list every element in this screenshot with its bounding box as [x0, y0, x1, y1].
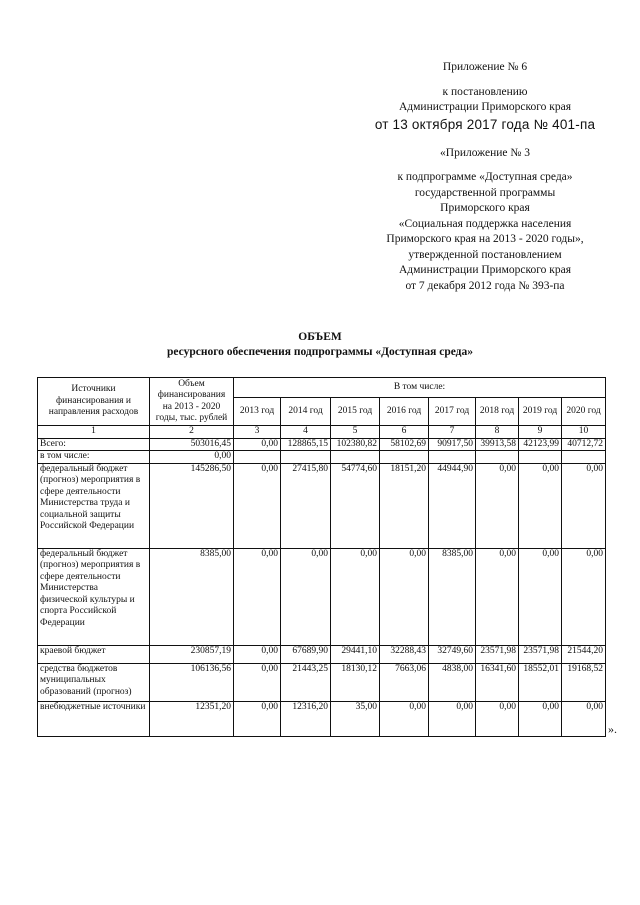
- cell-value: 21443,25: [281, 663, 331, 701]
- cell-value: 128865,15: [281, 438, 331, 451]
- row-label: в том числе:: [38, 451, 150, 464]
- header-line: «Социальная поддержка населения: [398, 217, 572, 230]
- cell-value: 0,00: [234, 663, 281, 701]
- column-number: 6: [380, 426, 429, 439]
- cell-value: 106136,56: [150, 663, 234, 701]
- appendix-header: [360, 60, 610, 294]
- year-header: 2014 год: [281, 398, 331, 426]
- cell-value: 23571,98: [519, 645, 562, 663]
- cell-value: 102380,82: [331, 438, 380, 451]
- cell-value: 503016,45: [150, 438, 234, 451]
- header-line: от 7 декабря 2012 года № 393-па: [405, 279, 565, 292]
- cell-value: [519, 451, 562, 464]
- cell-value: 0,00: [562, 701, 606, 736]
- cell-value: 23571,98: [476, 645, 519, 663]
- title-line-1: ОБЪЕМ: [298, 331, 342, 343]
- header-line: утвержденной постановлением: [408, 248, 562, 261]
- table-row: [38, 701, 606, 736]
- header-line: Приложение № 6: [442, 61, 528, 73]
- cell-value: 0,00: [150, 451, 234, 464]
- table-row: [38, 645, 606, 663]
- header-line: Администрации Приморского края: [399, 264, 571, 276]
- cell-value: 21544,20: [562, 645, 606, 663]
- cell-value: 18130,12: [331, 663, 380, 701]
- year-header: 2019 год: [519, 398, 562, 426]
- cell-value: 0,00: [331, 548, 380, 645]
- cell-value: 58102,69: [380, 438, 429, 451]
- cell-value: 44944,90: [429, 463, 476, 548]
- cell-value: [281, 451, 331, 464]
- cell-value: [562, 451, 606, 464]
- cell-value: [380, 451, 429, 464]
- cell-value: 0,00: [234, 548, 281, 645]
- cell-value: 0,00: [234, 645, 281, 663]
- year-header: 2013 год: [234, 398, 281, 426]
- title-line-2: ресурсного обеспечения подпрограммы «Доступная среда»: [166, 346, 473, 358]
- cell-value: 39913,58: [476, 438, 519, 451]
- year-header: 2015 год: [331, 398, 380, 426]
- cell-value: [234, 451, 281, 464]
- cell-value: 32749,60: [429, 645, 476, 663]
- column-number: 4: [281, 426, 331, 439]
- row-label: внебюджетные источники: [38, 701, 150, 736]
- cell-value: [331, 451, 380, 464]
- column-number: 5: [331, 426, 380, 439]
- decree-date-stamp: от 13 октября 2017 года № 401-па: [374, 116, 596, 132]
- cell-value: 0,00: [519, 463, 562, 548]
- column-number: 3: [234, 426, 281, 439]
- cell-value: 42123,99: [519, 438, 562, 451]
- cell-value: 0,00: [519, 548, 562, 645]
- cell-value: 90917,50: [429, 438, 476, 451]
- cell-value: 27415,80: [281, 463, 331, 548]
- cell-value: 16341,60: [476, 663, 519, 701]
- year-header: 2020 год: [562, 398, 606, 426]
- cell-value: 0,00: [476, 463, 519, 548]
- cell-value: 12316,20: [281, 701, 331, 736]
- cell-value: 67689,90: [281, 645, 331, 663]
- table-row: [38, 451, 606, 464]
- cell-value: 0,00: [281, 548, 331, 645]
- cell-value: 0,00: [380, 701, 429, 736]
- cell-value: 0,00: [234, 701, 281, 736]
- column-number: 10: [562, 426, 606, 439]
- cell-value: 8385,00: [150, 548, 234, 645]
- cell-value: 35,00: [331, 701, 380, 736]
- cell-value: 7663,06: [380, 663, 429, 701]
- header-line: «Приложение № 3: [440, 146, 530, 159]
- cell-value: 0,00: [476, 548, 519, 645]
- cell-value: 0,00: [476, 701, 519, 736]
- cell-value: 0,00: [234, 463, 281, 548]
- cell-value: 12351,20: [150, 701, 234, 736]
- header-line: Приморского края: [440, 202, 530, 214]
- cell-value: 0,00: [429, 701, 476, 736]
- cell-value: 19168,52: [562, 663, 606, 701]
- col-header-sources: Источники финансирования и направления расходов: [38, 378, 150, 426]
- cell-value: 8385,00: [429, 548, 476, 645]
- header-line: государственной программы: [414, 186, 556, 199]
- cell-value: 18552,01: [519, 663, 562, 701]
- cell-value: 29441,10: [331, 645, 380, 663]
- cell-value: 54774,60: [331, 463, 380, 548]
- header-line: к подпрограмме «Доступная среда»: [397, 171, 573, 183]
- cell-value: [429, 451, 476, 464]
- year-header: 2018 год: [476, 398, 519, 426]
- cell-value: 0,00: [562, 548, 606, 645]
- row-label: Всего:: [38, 438, 150, 451]
- closing-quote: ».: [608, 722, 617, 736]
- cell-value: 0,00: [380, 548, 429, 645]
- table-row: [38, 463, 606, 548]
- cell-value: 4838,00: [429, 663, 476, 701]
- cell-value: 18151,20: [380, 463, 429, 548]
- col-header-total-volume: Объем финансирования на 2013 - 2020 годы, тыс. рублей: [150, 378, 234, 426]
- document-title: [0, 330, 640, 360]
- column-number: 8: [476, 426, 519, 439]
- cell-value: 145286,50: [150, 463, 234, 548]
- cell-value: [476, 451, 519, 464]
- table-row: [38, 438, 606, 451]
- row-label: федеральный бюджет (прогноз) мероприятия в сфере деятельности Министерства труда и социальной защиты Российской Федерации: [38, 463, 150, 548]
- column-number: 1: [38, 426, 150, 439]
- row-label: краевой бюджет: [38, 645, 150, 663]
- year-header: 2017 год: [429, 398, 476, 426]
- table-row: [38, 548, 606, 645]
- header-line: к постановлению: [442, 85, 528, 98]
- year-header: 2016 год: [380, 398, 429, 426]
- header-line: Приморского края на 2013 - 2020 годы»,: [386, 233, 584, 245]
- col-header-including: В том числе:: [234, 378, 606, 398]
- column-number: 7: [429, 426, 476, 439]
- row-label: федеральный бюджет (прогноз) мероприятия в сфере деятельности Министерства физической культуры и спорта Российской Федерации: [38, 548, 150, 645]
- cell-value: 32288,43: [380, 645, 429, 663]
- cell-value: 0,00: [519, 701, 562, 736]
- row-label: средства бюджетов муниципальных образований (прогноз): [38, 663, 150, 701]
- header-line: Администрации Приморского края: [399, 101, 571, 113]
- cell-value: 40712,72: [562, 438, 606, 451]
- cell-value: 0,00: [234, 438, 281, 451]
- cell-value: 0,00: [562, 463, 606, 548]
- column-number: 2: [150, 426, 234, 439]
- column-number: 9: [519, 426, 562, 439]
- funding-table: [37, 377, 606, 737]
- cell-value: 230857,19: [150, 645, 234, 663]
- table-row: [38, 663, 606, 701]
